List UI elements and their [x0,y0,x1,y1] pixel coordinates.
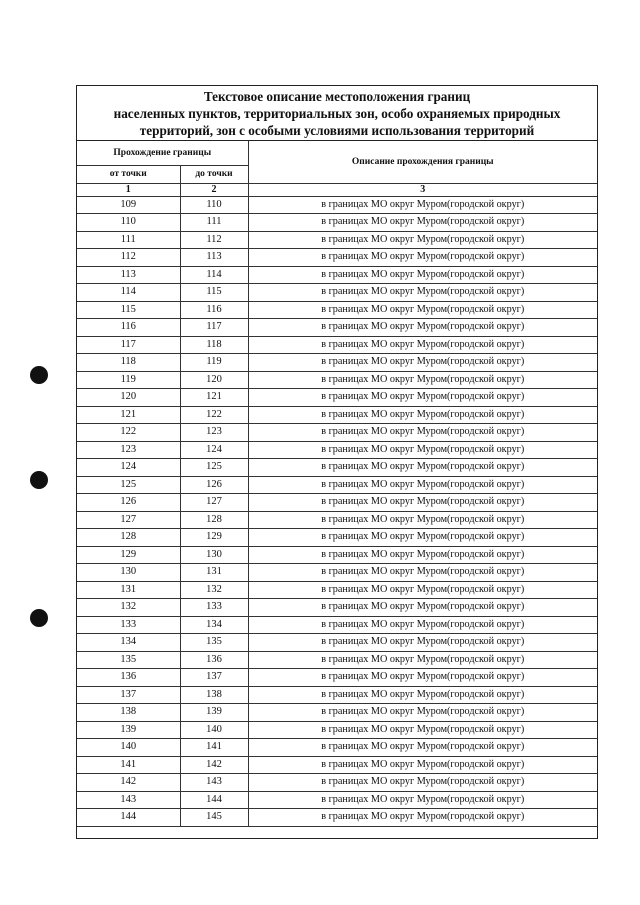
header-from-point: от точки [77,165,180,183]
cell-to-point: 132 [180,581,248,599]
cell-description: в границах МО округ Муром(городской округ) [248,546,597,564]
table-row [77,791,597,809]
cell-description: в границах МО округ Муром(городской округ) [248,441,597,459]
table-row [77,231,597,249]
cell-to-point: 119 [180,354,248,372]
cell-to-point: 144 [180,791,248,809]
cell-description: в границах МО округ Муром(городской округ) [248,634,597,652]
cell-from-point: 115 [77,301,180,319]
cell-from-point: 141 [77,756,180,774]
cell-from-point: 128 [77,529,180,547]
table-row [77,336,597,354]
cell-from-point: 117 [77,336,180,354]
header-to-point: до точки [180,165,248,183]
table-row [77,196,597,214]
cell-to-point: 127 [180,494,248,512]
table-row [77,494,597,512]
cell-description: в границах МО округ Муром(городской округ) [248,319,597,337]
cell-to-point: 133 [180,599,248,617]
cell-description: в границах МО округ Муром(городской округ) [248,196,597,214]
cell-to-point: 125 [180,459,248,477]
document-title [77,86,597,141]
table-row [77,249,597,267]
cell-description: в границах МО округ Муром(городской округ) [248,214,597,232]
cell-to-point: 142 [180,756,248,774]
cell-description: в границах МО округ Муром(городской округ) [248,476,597,494]
cell-from-point: 136 [77,669,180,687]
cell-from-point: 138 [77,704,180,722]
cell-from-point: 130 [77,564,180,582]
table-row [77,599,597,617]
cell-to-point: 111 [180,214,248,232]
table-row [77,319,597,337]
cell-from-point: 137 [77,686,180,704]
cell-description: в границах МО округ Муром(городской округ) [248,774,597,792]
table-row [77,266,597,284]
cell-from-point: 123 [77,441,180,459]
cell-to-point: 139 [180,704,248,722]
cell-description: в границах МО округ Муром(городской округ) [248,599,597,617]
header-description: Описание прохождения границы [248,141,597,183]
table-row [77,686,597,704]
table-row [77,669,597,687]
cell-from-point: 144 [77,809,180,827]
cell-from-point: 125 [77,476,180,494]
cell-to-point: 140 [180,721,248,739]
cell-description: в границах МО округ Муром(городской округ) [248,651,597,669]
cell-to-point: 115 [180,284,248,302]
cell-description: в границах МО округ Муром(городской округ) [248,424,597,442]
cell-to-point: 138 [180,686,248,704]
cell-to-point: 116 [180,301,248,319]
cell-description: в границах МО округ Муром(городской округ) [248,791,597,809]
cell-to-point: 123 [180,424,248,442]
cell-from-point: 134 [77,634,180,652]
table-row [77,774,597,792]
cell-from-point: 114 [77,284,180,302]
cell-from-point: 112 [77,249,180,267]
cell-to-point: 136 [180,651,248,669]
cell-description: в границах МО округ Муром(городской округ) [248,406,597,424]
table-row [77,704,597,722]
cell-from-point: 116 [77,319,180,337]
cell-description: в границах МО округ Муром(городской округ) [248,511,597,529]
cell-description: в границах МО округ Муром(городской округ) [248,616,597,634]
cell-description: в границах МО округ Муром(городской округ) [248,459,597,477]
cell-description: в границах МО округ Муром(городской округ) [248,301,597,319]
cell-from-point: 121 [77,406,180,424]
cell-to-point: 134 [180,616,248,634]
table-row [77,424,597,442]
cell-description: в границах МО округ Муром(городской округ) [248,721,597,739]
table-body [77,196,597,826]
table-row [77,406,597,424]
document-frame [76,85,598,839]
header-col-1: 1 [77,183,180,196]
cell-description: в границах МО округ Муром(городской округ) [248,529,597,547]
cell-description: в границах МО округ Муром(городской округ) [248,231,597,249]
cell-from-point: 143 [77,791,180,809]
table-row [77,459,597,477]
cell-from-point: 120 [77,389,180,407]
cell-to-point: 143 [180,774,248,792]
cell-description: в границах МО округ Муром(городской округ) [248,581,597,599]
cell-from-point: 124 [77,459,180,477]
title-line-1: Текстовое описание местоположения границ [203,89,471,104]
cell-from-point: 126 [77,494,180,512]
cell-description: в границах МО округ Муром(городской округ) [248,809,597,827]
cell-to-point: 137 [180,669,248,687]
cell-from-point: 122 [77,424,180,442]
cell-from-point: 109 [77,196,180,214]
cell-from-point: 133 [77,616,180,634]
boundary-table [77,141,597,827]
header-passage: Прохождение границы [77,141,248,165]
cell-from-point: 142 [77,774,180,792]
cell-to-point: 118 [180,336,248,354]
cell-description: в границах МО округ Муром(городской округ) [248,266,597,284]
table-row [77,616,597,634]
punch-hole-1 [30,366,48,384]
table-row [77,476,597,494]
cell-description: в границах МО округ Муром(городской округ) [248,371,597,389]
cell-from-point: 111 [77,231,180,249]
cell-to-point: 110 [180,196,248,214]
table-row [77,371,597,389]
cell-description: в границах МО округ Муром(городской округ) [248,389,597,407]
cell-to-point: 113 [180,249,248,267]
cell-from-point: 140 [77,739,180,757]
cell-from-point: 139 [77,721,180,739]
cell-to-point: 122 [180,406,248,424]
cell-from-point: 132 [77,599,180,617]
table-row [77,301,597,319]
cell-to-point: 124 [180,441,248,459]
header-col-2: 2 [180,183,248,196]
cell-description: в границах МО округ Муром(городской округ) [248,494,597,512]
table-row [77,214,597,232]
table-row [77,529,597,547]
table-row [77,651,597,669]
cell-description: в границах МО округ Муром(городской округ) [248,564,597,582]
table-row [77,546,597,564]
table-row [77,441,597,459]
cell-description: в границах МО округ Муром(городской округ) [248,704,597,722]
cell-to-point: 129 [180,529,248,547]
cell-to-point: 114 [180,266,248,284]
cell-description: в границах МО округ Муром(городской округ) [248,686,597,704]
cell-to-point: 126 [180,476,248,494]
table-row [77,564,597,582]
table-row [77,756,597,774]
table-row [77,354,597,372]
cell-from-point: 118 [77,354,180,372]
cell-from-point: 113 [77,266,180,284]
cell-description: в границах МО округ Муром(городской округ) [248,756,597,774]
table-row [77,511,597,529]
punch-hole-2 [30,471,48,489]
table-row [77,809,597,827]
cell-to-point: 117 [180,319,248,337]
cell-from-point: 131 [77,581,180,599]
cell-description: в границах МО округ Муром(городской округ) [248,249,597,267]
cell-description: в границах МО округ Муром(городской округ) [248,284,597,302]
cell-description: в границах МО округ Муром(городской округ) [248,354,597,372]
cell-to-point: 121 [180,389,248,407]
cell-from-point: 110 [77,214,180,232]
cell-to-point: 131 [180,564,248,582]
cell-description: в границах МО округ Муром(городской округ) [248,739,597,757]
cell-to-point: 112 [180,231,248,249]
table-row [77,581,597,599]
table-row [77,634,597,652]
cell-to-point: 135 [180,634,248,652]
cell-description: в границах МО округ Муром(городской округ) [248,669,597,687]
title-line-3: территорий, зон с особыми условиями использования территорий [139,123,535,138]
title-line-2: населенных пунктов, территориальных зон, особо охраняемых природных [113,106,561,121]
header-col-3: 3 [248,183,597,196]
punch-hole-3 [30,609,48,627]
table-row [77,389,597,407]
cell-to-point: 128 [180,511,248,529]
cell-description: в границах МО округ Муром(городской округ) [248,336,597,354]
cell-to-point: 141 [180,739,248,757]
table-row [77,739,597,757]
cell-to-point: 130 [180,546,248,564]
cell-to-point: 145 [180,809,248,827]
cell-from-point: 119 [77,371,180,389]
table-row [77,721,597,739]
cell-to-point: 120 [180,371,248,389]
cell-from-point: 129 [77,546,180,564]
table-row [77,284,597,302]
cell-from-point: 135 [77,651,180,669]
cell-from-point: 127 [77,511,180,529]
